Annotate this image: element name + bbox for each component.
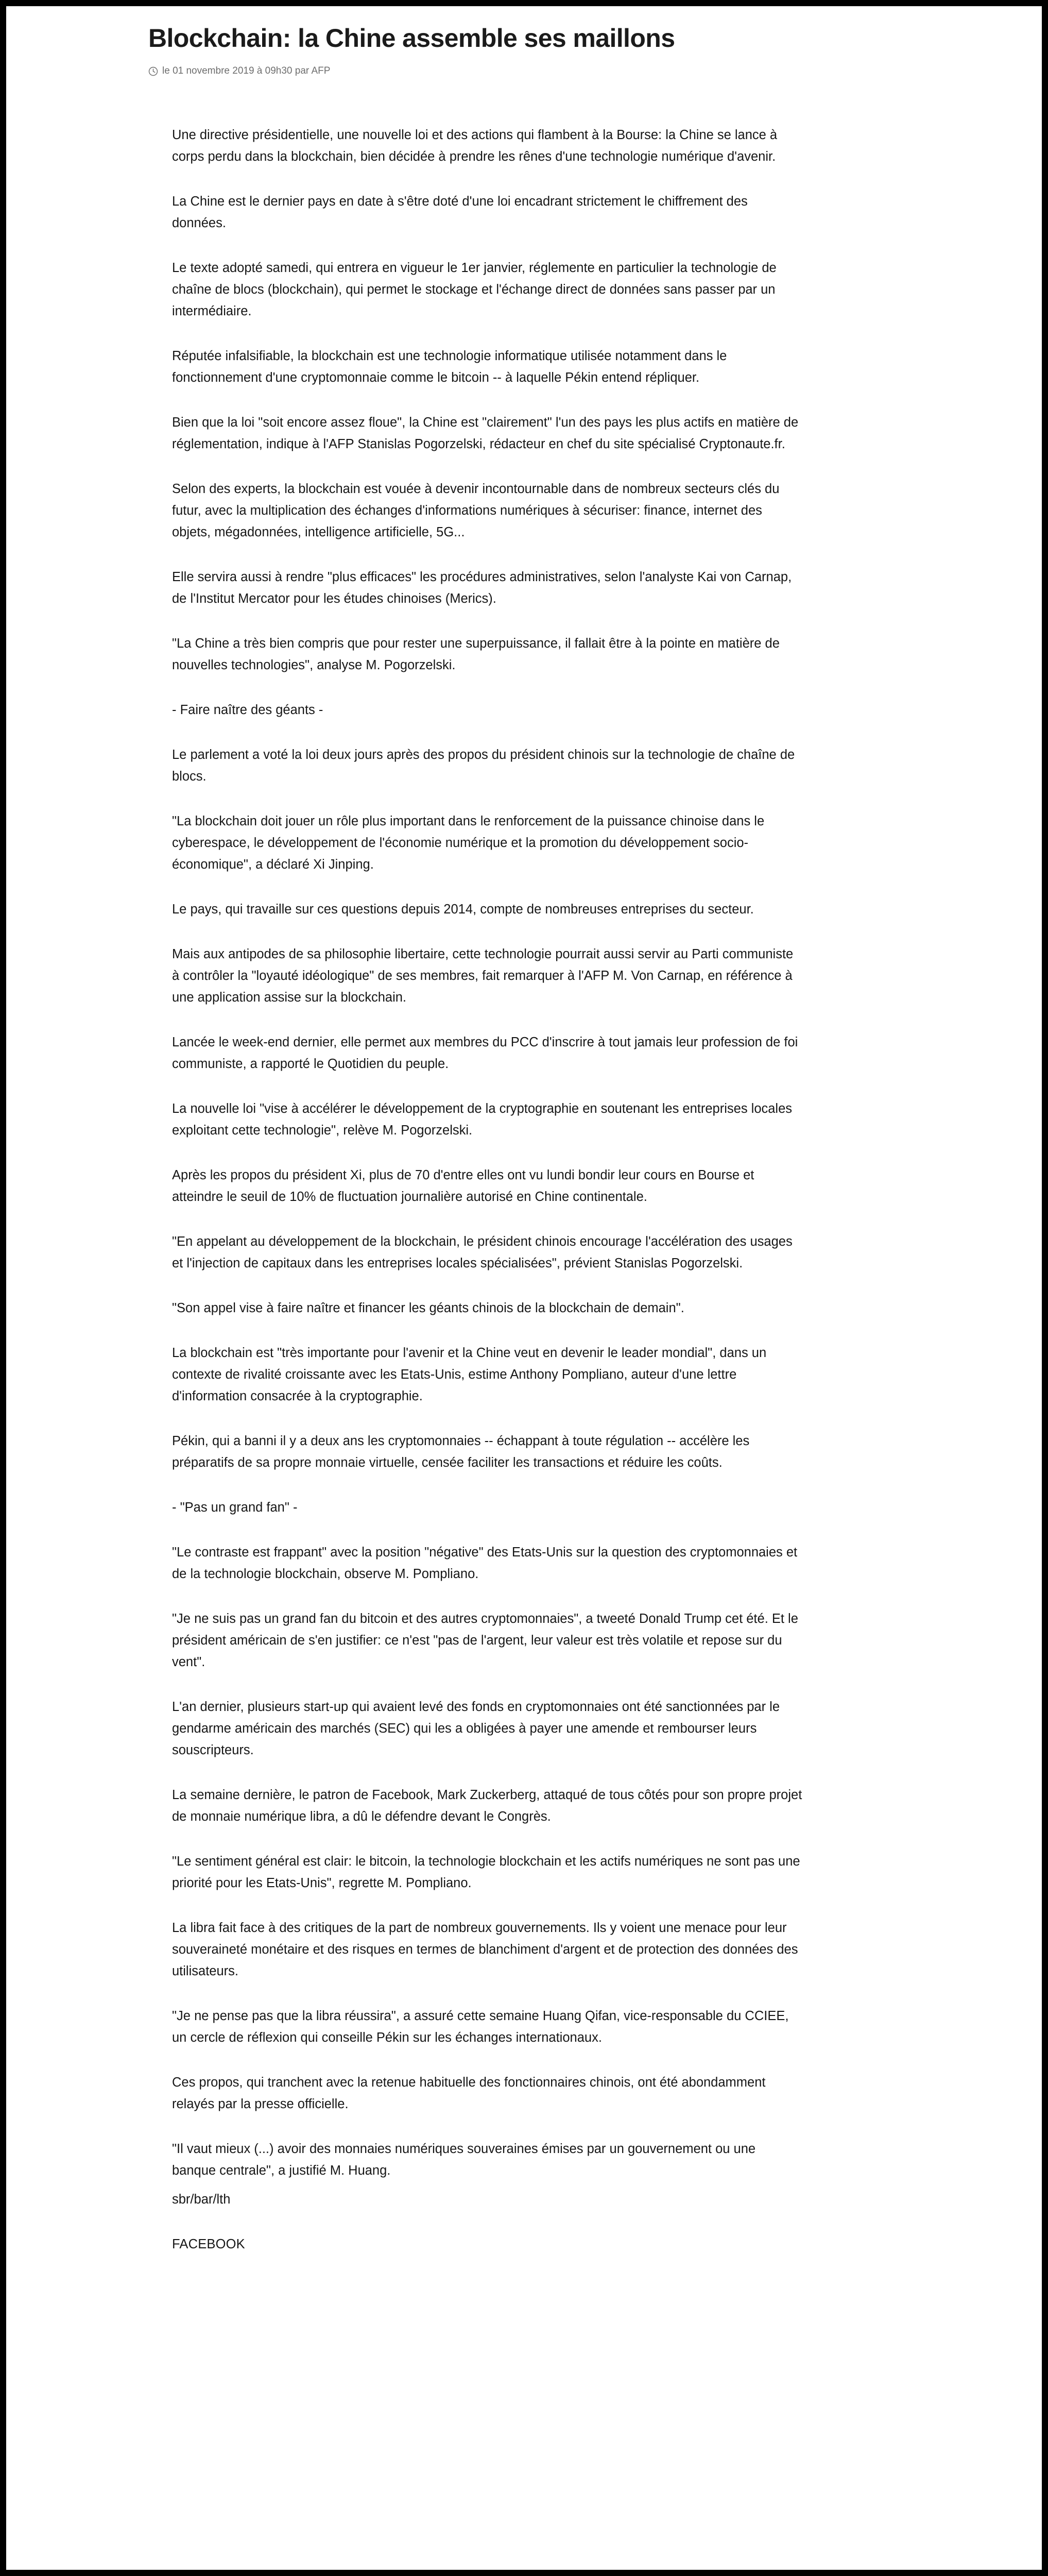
- article-paragraph: "Son appel vise à faire naître et financer les géants chinois de la blockchain de demain".: [172, 1300, 684, 1315]
- article-paragraph: L'an dernier, plusieurs start-up qui avaient levé des fonds en cryptomonnaies ont été sanctionnées par le gendarme américain des marchés (SEC) qui les a obligées à payer une amende et rembourser leurs souscripteurs.: [172, 1699, 780, 1757]
- article-paragraph: "Le contraste est frappant" avec la position "négative" des Etats-Unis sur la question des cryptomonnaies et de la technologie blockchain, observe M. Pompliano.: [172, 1545, 798, 1581]
- article-paragraph: Une directive présidentielle, une nouvelle loi et des actions qui flambent à la Bourse: la Chine se lance à corps perdu dans la blockchain, bien décidée à prendre les rênes d'une technologie numérique d'avenir.: [172, 127, 778, 164]
- article-paragraph: La semaine dernière, le patron de Facebook, Mark Zuckerberg, attaqué de tous côtés pour son propre projet de monnaie numérique libra, a dû le défendre devant le Congrès.: [172, 1787, 802, 1824]
- article-paragraph: Mais aux antipodes de sa philosophie libertaire, cette technologie pourrait aussi servir au Parti communiste à contrôler la "loyauté idéologique" de ses membres, fait remarquer à l'AFP M. Von Carnap, en référence à une application assise sur la blockchain.: [172, 946, 794, 1005]
- article-paragraph: Ces propos, qui tranchent avec la retenue habituelle des fonctionnaires chinois, ont été abondamment relayés par la presse officielle.: [172, 2075, 766, 2111]
- article-body: [6, 78, 1042, 2181]
- article-paragraph: La nouvelle loi "vise à accélérer le développement de la cryptographie en soutenant les entreprises locales exploitant cette technologie", relève M. Pogorzelski.: [172, 1101, 793, 1138]
- article-paragraph: Elle servira aussi à rendre "plus efficaces" les procédures administratives, selon l'analyste Kai von Carnap, de l'Institut Mercator pour les études chinoises (Merics).: [172, 569, 792, 606]
- article-paragraph: Pékin, qui a banni il y a deux ans les cryptomonnaies -- échappant à toute régulation -- accélère les préparatifs de sa propre monnaie virtuelle, censée faciliter les transactions et réduire les coûts.: [172, 1433, 750, 1470]
- byline-text: le 01 novembre 2019 à 09h30 par AFP: [162, 65, 331, 76]
- article-paragraph: La Chine est le dernier pays en date à s'être doté d'une loi encadrant strictement le chiffrement des données.: [172, 194, 748, 230]
- article: [6, 6, 1042, 2296]
- article-paragraph: "Il vaut mieux (...) avoir des monnaies numériques souveraines émises par un gouvernement ou une banque centrale", a justifié M. Huang.: [172, 2141, 756, 2178]
- clock-icon: [148, 66, 158, 76]
- article-paragraph: "En appelant au développement de la blockchain, le président chinois encourage l'accélération des usages et l'injection de capitaux dans les entreprises locales spécialisées", prévient Stanislas Pogorzelski.: [172, 1234, 793, 1270]
- page-title: Blockchain: la Chine assemble ses maillons: [148, 24, 675, 53]
- article-paragraph: Selon des experts, la blockchain est vouée à devenir incontournable dans de nombreux secteurs clés du futur, avec la multiplication des échanges d'informations numériques à sécuriser: finance, internet des objets, mégadonnées, intelligence artificielle, 5G...: [172, 481, 780, 539]
- article-header: [6, 24, 1042, 78]
- article-paragraph: Réputée infalsifiable, la blockchain est une technologie informatique utilisée notamment dans le fonctionnement d'une cryptomonnaie comme le bitcoin -- à laquelle Pékin entend répliquer.: [172, 348, 727, 385]
- article-paragraph: Le pays, qui travaille sur ces questions depuis 2014, compte de nombreuses entreprises du secteur.: [172, 902, 754, 917]
- byline: [148, 65, 980, 78]
- article-paragraph: "La Chine a très bien compris que pour rester une superpuissance, il fallait être à la pointe en matière de nouvelles technologies", analyse M. Pogorzelski.: [172, 636, 780, 672]
- article-paragraph: "Je ne suis pas un grand fan du bitcoin et des autres cryptomonnaies", a tweeté Donald Trump cet été. Et le président américain de s'en justifier: ce n'est "pas de l'argent, leur valeur est très volatile et repose sur du vent".: [172, 1611, 798, 1669]
- article-subheading: - "Pas un grand fan" -: [172, 1500, 298, 1515]
- article-paragraph: Après les propos du président Xi, plus de 70 d'entre elles ont vu lundi bondir leur cours en Bourse et atteindre le seuil de 10% de fluctuation journalière autorisé en Chine continentale.: [172, 1167, 754, 1204]
- article-paragraph: La libra fait face à des critiques de la part de nombreux gouvernements. Ils y voient une menace pour leur souveraineté monétaire et des risques en termes de blanchiment d'argent et de protection des données des utilisateurs.: [172, 1920, 798, 1978]
- article-subheading: - Faire naître des géants -: [172, 702, 323, 717]
- source-tag: FACEBOOK: [172, 2236, 245, 2251]
- article-paragraph: La blockchain est "très importante pour l'avenir et la Chine veut en devenir le leader mondial", dans un contexte de rivalité croissante avec les Etats-Unis, estime Anthony Pompliano, auteur d'une lettre d'information consacrée à la cryptographie.: [172, 1345, 767, 1403]
- article-paragraph: Le parlement a voté la loi deux jours après des propos du président chinois sur la technologie de chaîne de blocs.: [172, 747, 795, 784]
- article-signature: sbr/bar/lth: [172, 2192, 231, 2207]
- article-paragraph: "Le sentiment général est clair: le bitcoin, la technologie blockchain et les actifs numériques ne sont pas une priorité pour les Etats-Unis", regrette M. Pompliano.: [172, 1854, 800, 1890]
- article-paragraph: "Je ne pense pas que la libra réussira", a assuré cette semaine Huang Qifan, vice-responsable du CCIEE, un cercle de réflexion qui conseille Pékin sur les échanges internationaux.: [172, 2008, 789, 2045]
- article-paragraph: Le texte adopté samedi, qui entrera en vigueur le 1er janvier, réglemente en particulier la technologie de chaîne de blocs (blockchain), qui permet le stockage et l'échange direct de données sans passer par un intermédiaire.: [172, 260, 777, 318]
- article-paragraph: Bien que la loi "soit encore assez floue", la Chine est "clairement" l'un des pays les plus actifs en matière de réglementation, indique à l'AFP Stanislas Pogorzelski, rédacteur en chef du site spécialisé Cryptonaute.fr.: [172, 415, 799, 451]
- article-paragraph: "La blockchain doit jouer un rôle plus important dans le renforcement de la puissance chinoise dans le cyberespace, le développement de l'économie numérique et la promotion du développement socio-économique", a déclaré Xi Jinping.: [172, 814, 765, 872]
- article-paragraph: Lancée le week-end dernier, elle permet aux membres du PCC d'inscrire à tout jamais leur profession de foi communiste, a rapporté le Quotidien du peuple.: [172, 1035, 798, 1071]
- article-footer: [6, 2181, 1042, 2296]
